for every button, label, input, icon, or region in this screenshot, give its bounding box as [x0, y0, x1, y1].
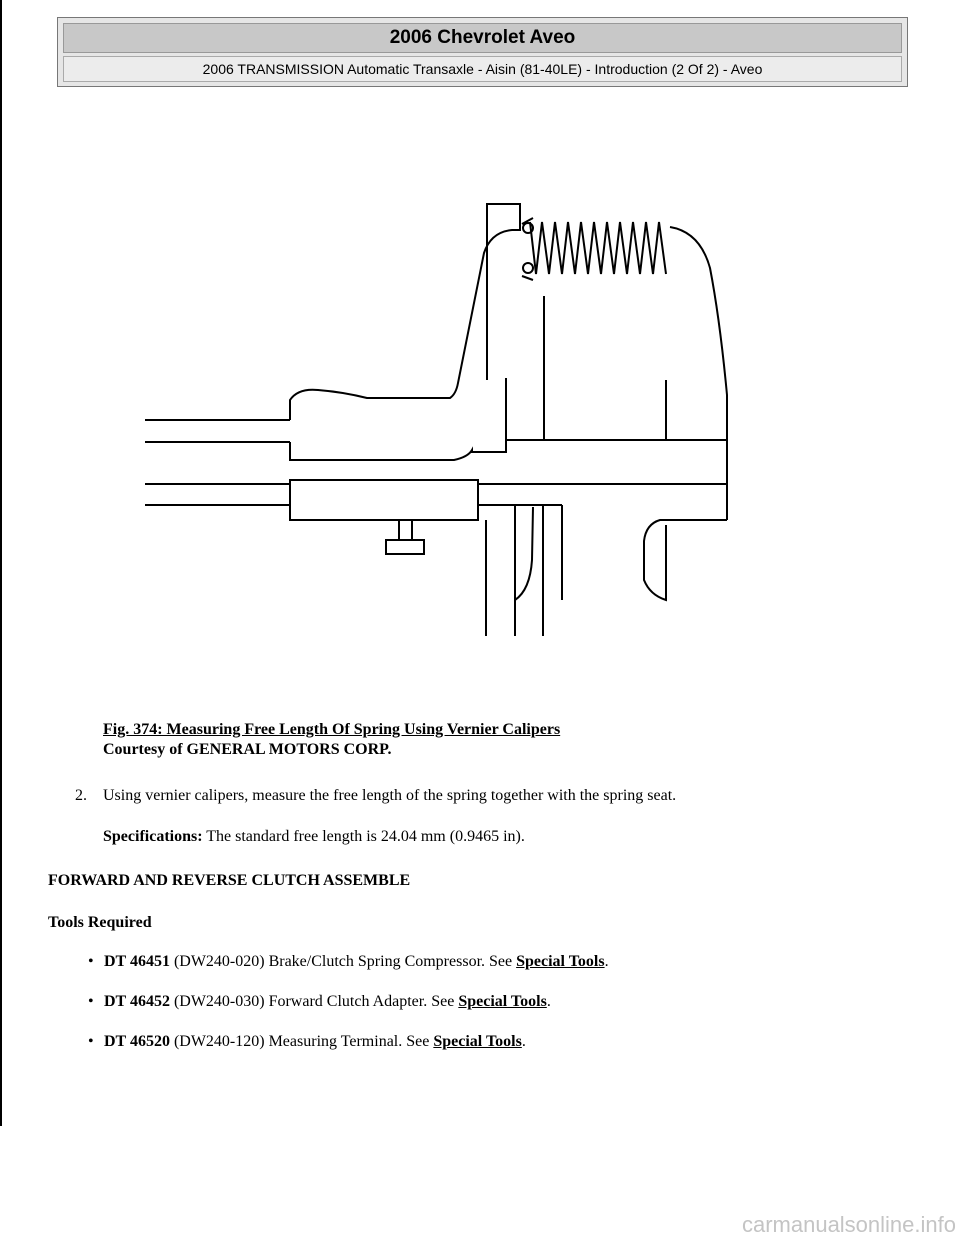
tool-desc: (DW240-020) Brake/Clutch Spring Compressor. See — [169, 953, 517, 970]
procedure-step — [75, 787, 676, 805]
tools-heading: Tools Required — [48, 914, 152, 931]
tool-code: DT 46452 — [104, 993, 170, 1010]
bullet-icon: • — [88, 1033, 94, 1050]
bullet-icon: • — [88, 993, 94, 1010]
special-tools-link[interactable]: Special Tools — [433, 1033, 522, 1050]
spec-label: Specifications: — [103, 828, 203, 845]
bullet-icon: • — [88, 953, 94, 970]
header-title: 2006 Chevrolet Aveo — [63, 23, 902, 53]
tool-desc: (DW240-030) Forward Clutch Adapter. See — [169, 993, 459, 1010]
figure-caption-credit: Courtesy of GENERAL MOTORS CORP. — [103, 741, 392, 758]
tool-code: DT 46520 — [104, 1033, 170, 1050]
tool-item — [88, 992, 609, 1032]
watermark: carmanualsonline.info — [741, 1212, 956, 1237]
step-number: 2. — [75, 787, 87, 804]
page-header — [57, 17, 908, 87]
tool-desc: (DW240-120) Measuring Terminal. See — [169, 1033, 434, 1050]
tool-end: . — [521, 1033, 526, 1050]
header-subtitle: 2006 TRANSMISSION Automatic Transaxle - Aisin (81-40LE) - Introduction (2 Of 2) - Aveo — [63, 56, 902, 82]
section-title: FORWARD AND REVERSE CLUTCH ASSEMBLE — [48, 872, 411, 889]
vernier-caliper-spring-illustration — [140, 200, 740, 645]
tool-end: . — [604, 953, 609, 970]
special-tools-link[interactable]: Special Tools — [458, 993, 547, 1010]
spring — [522, 218, 666, 280]
tool-item — [88, 1032, 609, 1072]
figure-caption — [103, 720, 560, 760]
tool-end: . — [546, 993, 551, 1010]
figure-caption-title: Fig. 374: Measuring Free Length Of Spring Using Vernier Calipers — [103, 721, 561, 738]
tool-item — [88, 952, 609, 992]
special-tools-link[interactable]: Special Tools — [516, 953, 605, 970]
specifications — [103, 828, 525, 846]
step-text: Using vernier calipers, measure the free length of the spring together with the spring seat. — [103, 787, 677, 804]
tools-list — [88, 952, 609, 1072]
tool-code: DT 46451 — [104, 953, 170, 970]
page-left-border — [0, 0, 2, 1126]
spec-text: The standard free length is 24.04 mm (0.9465 in). — [202, 828, 525, 845]
